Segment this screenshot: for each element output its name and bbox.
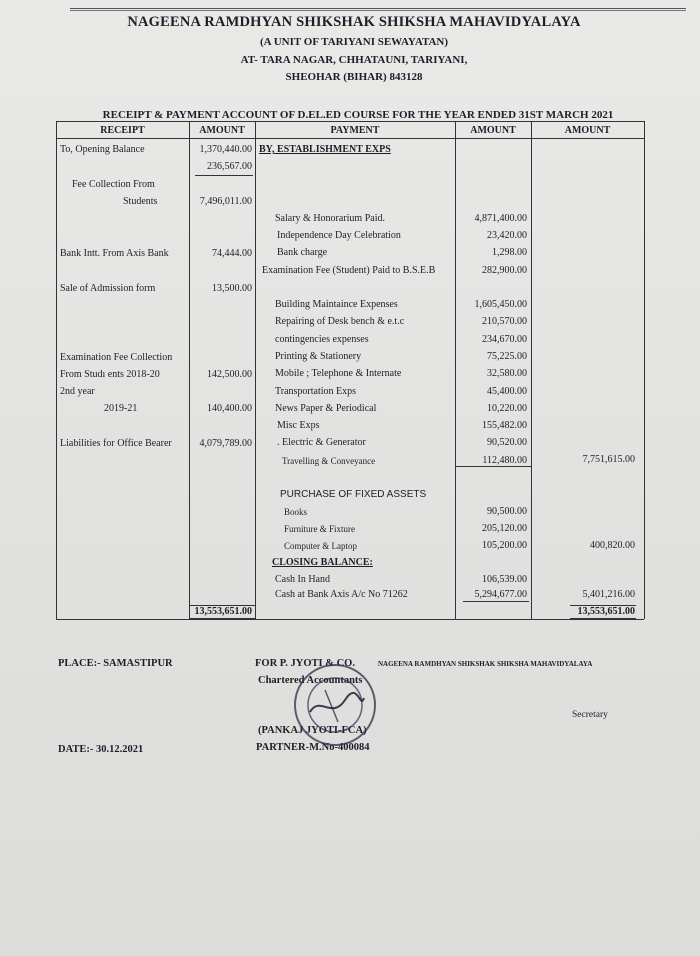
payment-item-amount: 1,605,450.00 — [474, 299, 527, 310]
chartered-accountants: Chartered Accountants — [258, 675, 363, 686]
payment-closing-total: 5,401,216.00 — [582, 589, 635, 600]
payment-item-label: Examination Fee (Student) Paid to B.S.E.B — [262, 265, 436, 276]
partner-membership: PARTNER-M.No-400084 — [256, 742, 370, 753]
receipt-exam-3: 2nd year — [60, 386, 95, 397]
fixed-asset-label: Computer & Laptop — [284, 541, 357, 551]
place: PLACE:- SAMASTIPUR — [58, 658, 173, 669]
firm-seal-stamp — [290, 660, 380, 750]
payment-item-label: Printing & Stationery — [275, 351, 362, 362]
payment-item-label: Mobile ; Telephone & Internate — [275, 368, 402, 379]
receipt-exam-2: From Studı ents 2018-20 — [60, 369, 160, 380]
payment-item-label: Repairing of Desk bench & e.t.c — [275, 316, 405, 327]
col-amount-2: AMOUNT — [470, 125, 516, 136]
col-receipt: RECEIPT — [100, 125, 145, 136]
fixed-asset-amount: 105,200.00 — [482, 540, 527, 551]
payment-item-label: . Electric & Generator — [277, 437, 366, 448]
receipt-liabilities: Liabilities for Office Bearer — [60, 438, 172, 449]
receipt-fee-1: Fee Collection From — [72, 179, 155, 190]
receipt-opening: To, Opening Balance — [60, 144, 145, 155]
payment-grand-total: 13,553,651.00 — [577, 606, 635, 617]
secretary: Secretary — [572, 710, 608, 720]
address-line-2: SHEOHAR (BIHAR) 843128 — [285, 71, 423, 83]
payment-item-label: Travelling & Conveyance — [282, 456, 376, 466]
payment-item-amount: 23,420.00 — [487, 230, 527, 241]
fixed-asset-label: Furniture & Fixture — [284, 524, 355, 534]
payment-item-amount: 32,580.00 — [487, 368, 527, 379]
payment-item-label: Independence Day Celebration — [277, 230, 401, 241]
payment-item-amount: 4,871,400.00 — [474, 213, 527, 224]
closing-balance-label: Cash In Hand — [275, 574, 330, 585]
fixed-asset-amount: 205,120.00 — [482, 523, 527, 534]
col-amount-1: AMOUNT — [199, 125, 245, 136]
payment-item-label: Transportation Exps — [275, 386, 357, 397]
closing-balance-amount: 5,294,677.00 — [474, 589, 527, 600]
organisation-name: NAGEENA RAMDHYAN SHIKSHAK SHIKSHA MAHAVIDYALAYA — [378, 660, 593, 668]
receipt-opening-amount-2: 236,567.00 — [207, 161, 252, 172]
receipt-exam-amount-1: 142,500.00 — [207, 369, 252, 380]
payment-item-label: Salary & Honorarium Paid. — [275, 213, 385, 224]
payment-item-amount: 282,900.00 — [482, 265, 527, 276]
unit-line: (A UNIT OF TARIYANI SEWAYATAN) — [259, 36, 449, 48]
col-payment: PAYMENT — [330, 125, 380, 136]
receipt-fee-amount: 7,496,011.00 — [199, 196, 252, 207]
payment-item-amount: 155,482.00 — [482, 420, 527, 431]
receipt-exam-4: 2019-21 — [104, 403, 138, 414]
payment-item-label: contingencies expenses — [275, 334, 369, 345]
receipt-opening-amount-1: 1,370,440.00 — [199, 144, 252, 155]
payment-item-amount: 75,225.00 — [487, 351, 527, 362]
institution-name: NAGEENA RAMDHYAN SHIKSHAK SHIKSHA MAHAVIDYALAYA — [127, 14, 581, 30]
payment-item-label: News Paper & Periodical — [275, 403, 377, 414]
payment-item-label: Misc Exps — [277, 420, 320, 431]
payment-item-label: Bank charge — [277, 247, 328, 258]
payment-item-amount: 10,220.00 — [487, 403, 527, 414]
payment-item-amount: 234,670.00 — [482, 334, 527, 345]
closing-balance-amount: 106,539.00 — [482, 574, 527, 585]
payment-item-label: Building Maintaince Expenses — [275, 299, 398, 310]
payment-item-amount: 210,570.00 — [482, 316, 527, 327]
fixed-asset-amount: 90,500.00 — [487, 506, 527, 517]
payment-item-amount: 1,298.00 — [492, 247, 527, 258]
col-amount-3: AMOUNT — [564, 125, 611, 136]
address-line-1: AT- TARA NAGAR, CHHATAUNI, TARIYANI, — [240, 54, 468, 66]
closing-balance-label: Cash at Bank Axis A/c No 71262 — [275, 589, 408, 600]
receipt-admission: Sale of Admission form — [60, 283, 156, 294]
receipt-fee-2: Students — [123, 196, 158, 207]
top-rule-2 — [70, 10, 686, 11]
payment-item-amount: 45,400.00 — [487, 386, 527, 397]
receipt-liabilities-amount: 4,079,789.00 — [199, 438, 252, 449]
partner-name: (PANKAJ JYOTI-FCA) — [258, 725, 367, 736]
receipt-exam-amount-2: 140,400.00 — [207, 403, 252, 414]
payment-establishment-total: 7,751,615.00 — [582, 454, 635, 465]
firm-name: FOR P. JYOTI & CO. — [255, 658, 355, 669]
receipt-exam-1: Examination Fee Collection — [60, 352, 173, 363]
statement-title: RECEIPT & PAYMENT ACCOUNT OF D.EL.ED COURSE FOR THE YEAR ENDED 31ST MARCH 2021 — [102, 109, 614, 121]
payment-establishment-heading: BY, ESTABLISHMENT EXPS — [259, 144, 391, 155]
receipt-total: 13,553,651.00 — [194, 606, 252, 617]
payment-fixed-total: 400,820.00 — [590, 540, 635, 551]
receipt-bank-interest: Bank Intt. From Axis Bank — [60, 248, 169, 259]
payment-closing-heading: CLOSING BALANCE: — [272, 557, 373, 568]
top-rule — [70, 8, 686, 9]
fixed-asset-label: Books — [284, 507, 308, 517]
receipt-bank-interest-amount: 74,444.00 — [212, 248, 252, 259]
payment-item-amount: 90,520.00 — [487, 437, 527, 448]
payment-fixed-heading: PURCHASE OF FIXED ASSETS — [280, 489, 427, 500]
receipt-admission-amount: 13,500.00 — [212, 283, 252, 294]
date: DATE:- 30.12.2021 — [58, 744, 144, 755]
payment-item-amount: 112,480.00 — [482, 455, 527, 466]
